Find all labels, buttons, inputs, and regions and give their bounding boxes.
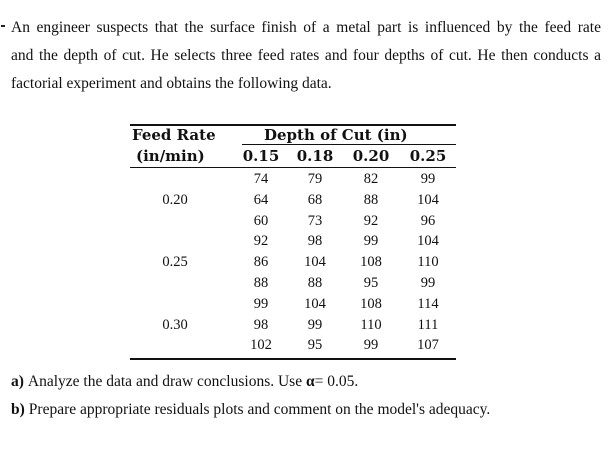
- table-cell: 88: [363, 191, 379, 208]
- table-cell: 99: [420, 275, 436, 291]
- table-cell: 96: [420, 212, 436, 229]
- table-cell: 68: [307, 191, 323, 208]
- table-cell: 88: [307, 275, 323, 291]
- depth-column-header: 0.18: [296, 147, 334, 165]
- table-cell: 73: [307, 212, 323, 229]
- table-cell: 111: [417, 316, 439, 333]
- question-a: [11, 373, 358, 391]
- table-cell: 110: [360, 316, 382, 333]
- table-cell: 110: [417, 254, 439, 271]
- table-bottom-rule: [130, 358, 456, 360]
- question-label: b): [11, 401, 25, 418]
- table-cell: 99: [363, 233, 379, 250]
- table-cell: 95: [363, 275, 379, 291]
- table-cell: 60: [253, 212, 269, 229]
- table-cell: 104: [304, 254, 326, 271]
- depth-column-header: 0.15: [242, 147, 280, 165]
- table-cell: 82: [363, 171, 379, 187]
- depth-of-cut-header: Depth of Cut (in): [264, 126, 408, 144]
- problem-line: An engineer suspects that the surface finish of a metal part is influenced by the feed rate: [11, 19, 601, 36]
- feed-rate-header: Feed Rate: [132, 126, 216, 144]
- table-cell: 104: [417, 233, 439, 250]
- table-cell: 86: [253, 254, 269, 271]
- table-cell: 104: [417, 191, 439, 208]
- problem-statement: [11, 14, 601, 98]
- alpha-symbol: α: [305, 373, 315, 390]
- table-cell: 108: [360, 295, 382, 312]
- table-cell: 98: [307, 233, 323, 250]
- table-cell: 107: [417, 337, 439, 354]
- table-cell: 99: [363, 337, 379, 354]
- problem-line: and the depth of cut. He selects three feed rates and four depths of cut. He then conducts a: [11, 47, 601, 64]
- feed-rate-unit: (in/min): [136, 147, 205, 165]
- depth-header-underline: [242, 144, 456, 145]
- problem-line: factorial experiment and obtains the following data.: [11, 75, 332, 92]
- table-cell: 64: [253, 191, 269, 208]
- table-cell: 99: [307, 316, 323, 333]
- depth-column-header: 0.25: [409, 147, 447, 165]
- feed-rate-value: 0.30: [162, 316, 188, 333]
- table-cell: 108: [360, 254, 382, 271]
- question-text: Analyze the data and draw conclusions. Use: [27, 373, 306, 390]
- table-cell: 79: [307, 171, 323, 187]
- table-cell: 95: [307, 337, 323, 354]
- header-rule: [130, 167, 456, 168]
- table-cell: 102: [250, 337, 272, 354]
- question-label: a): [11, 373, 24, 390]
- bullet-marker: [1, 25, 5, 27]
- depth-column-header: 0.20: [352, 147, 390, 165]
- table-cell: 92: [253, 233, 269, 250]
- feed-rate-value: 0.20: [162, 191, 188, 208]
- table-cell: 74: [253, 171, 269, 187]
- question-text: Prepare appropriate residuals plots and comment on the model's adequacy.: [28, 401, 491, 418]
- table-cell: 114: [417, 295, 439, 312]
- feed-rate-value: 0.25: [162, 254, 188, 271]
- question-text-tail: = 0.05.: [314, 373, 359, 390]
- table-cell: 88: [253, 275, 269, 291]
- question-b: [11, 401, 490, 419]
- table-cell: 104: [304, 295, 326, 312]
- table-cell: 92: [363, 212, 379, 229]
- table-cell: 98: [253, 316, 269, 333]
- table-cell: 99: [420, 171, 436, 187]
- table-cell: 99: [253, 295, 269, 312]
